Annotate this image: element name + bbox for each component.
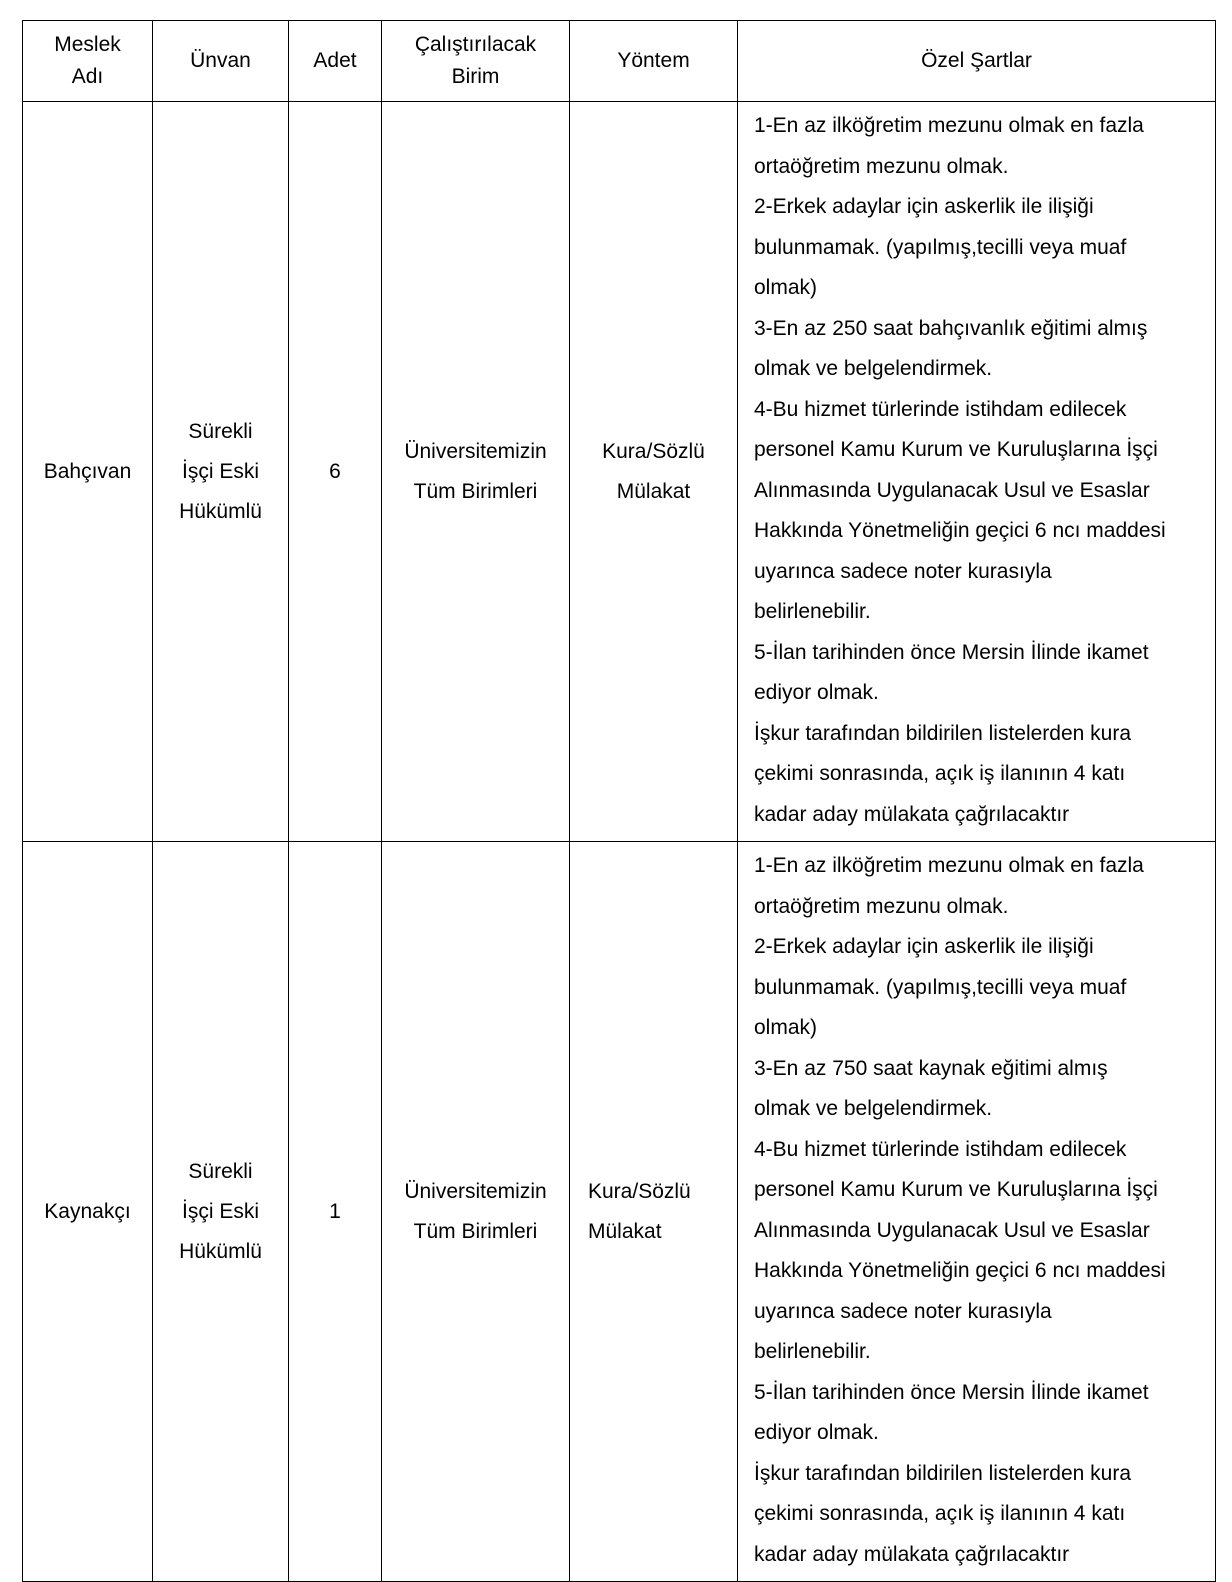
condition-line: 3-En az 250 saat bahçıvanlık eğitimi almış [754, 316, 1148, 340]
condition-line: ediyor olmak. [754, 681, 879, 704]
table-row [23, 842, 1216, 1582]
condition-line: Hakkında Yönetmeliğin geçici 6 ncı maddesi [754, 519, 1166, 542]
birim-line: Üniversitemizin [404, 439, 547, 463]
header-meslek-line: Meslek [54, 33, 121, 56]
header-adet: Adet [289, 21, 382, 102]
condition-line: 2-Erkek adaylar için askerlik ile ilişiği [754, 195, 1094, 218]
condition-line: çekimi sonrasında, açık iş ilanının 4 katı [754, 1502, 1126, 1525]
birim-line: Üniversitemizin [404, 1179, 547, 1203]
condition-line: belirlenebilir. [754, 600, 871, 623]
condition-line: kadar aday mülakata çağrılacaktır [754, 1542, 1070, 1566]
unvan-line: İşçi Eski [181, 459, 259, 483]
cell-adet: 6 [289, 102, 382, 842]
condition-line: kadar aday mülakata çağrılacaktır [754, 802, 1070, 826]
condition-line: ediyor olmak. [754, 1421, 879, 1444]
unvan-line: Sürekli [188, 419, 253, 443]
condition-line: bulunmamak. (yapılmış,tecilli veya muaf [754, 235, 1127, 259]
header-birim-line: Çalıştırılacak [414, 33, 537, 56]
condition-line: olmak) [754, 276, 818, 299]
cell-adet: 1 [289, 842, 382, 1582]
cell-ozel-sartlar [738, 102, 1216, 842]
unvan-line: İşçi Eski [181, 1199, 259, 1223]
unvan-line: Sürekli [188, 1159, 253, 1183]
yontem-line: Mülakat [588, 1219, 662, 1243]
condition-line: personel Kamu Kurum ve Kuruluşlarına İşçi [754, 438, 1158, 461]
cell-unvan [153, 102, 289, 842]
job-listing-table [22, 20, 1216, 1582]
condition-line: 2-Erkek adaylar için askerlik ile ilişiği [754, 935, 1094, 958]
condition-line: Alınmasında Uygulanacak Usul ve Esaslar [754, 1218, 1150, 1242]
table-header-row [23, 21, 1216, 102]
condition-line: 5-İlan tarihinden önce Mersin İlinde ikamet [754, 1380, 1149, 1404]
header-meslek-line: Adı [71, 65, 104, 88]
yontem-line: Mülakat [616, 479, 691, 503]
condition-line: personel Kamu Kurum ve Kuruluşlarına İşçi [754, 1178, 1158, 1201]
cell-birim [382, 842, 570, 1582]
condition-line: ortaöğretim mezunu olmak. [754, 894, 1009, 918]
condition-line: Hakkında Yönetmeliğin geçici 6 ncı maddesi [754, 1259, 1166, 1282]
condition-line: olmak) [754, 1016, 818, 1039]
table-row [23, 102, 1216, 842]
cell-birim [382, 102, 570, 842]
condition-line: bulunmamak. (yapılmış,tecilli veya muaf [754, 975, 1127, 999]
cell-yontem [570, 842, 738, 1582]
condition-line: ortaöğretim mezunu olmak. [754, 154, 1009, 178]
header-unvan: Ünvan [153, 21, 289, 102]
condition-line: çekimi sonrasında, açık iş ilanının 4 katı [754, 762, 1126, 785]
condition-line: 1-En az ilköğretim mezunu olmak en fazla [754, 854, 1144, 877]
unvan-line: Hükümlü [179, 499, 262, 523]
condition-line: 5-İlan tarihinden önce Mersin İlinde ikamet [754, 640, 1149, 664]
cell-unvan [153, 842, 289, 1582]
header-calistirilacak-birim [382, 21, 570, 102]
birim-line: Tüm Birimleri [413, 1219, 538, 1243]
condition-line: uyarınca sadece noter kurasıyla [754, 1299, 1052, 1323]
condition-line: Alınmasında Uygulanacak Usul ve Esaslar [754, 478, 1150, 502]
yontem-line: Kura/Sözlü [602, 439, 705, 463]
cell-yontem [570, 102, 738, 842]
condition-line: olmak ve belgelendirmek. [754, 357, 993, 380]
cell-meslek: Bahçıvan [23, 102, 153, 842]
header-ozel-sartlar: Özel Şartlar [738, 21, 1216, 102]
header-meslek-adi [23, 21, 153, 102]
condition-line: olmak ve belgelendirmek. [754, 1097, 993, 1120]
condition-line: 4-Bu hizmet türlerinde istihdam edilecek [754, 397, 1127, 421]
birim-line: Tüm Birimleri [413, 479, 538, 503]
condition-line: 4-Bu hizmet türlerinde istihdam edilecek [754, 1137, 1127, 1161]
condition-line: 1-En az ilköğretim mezunu olmak en fazla [754, 114, 1144, 137]
yontem-line: Kura/Sözlü [588, 1179, 691, 1203]
unvan-line: Hükümlü [179, 1239, 262, 1263]
cell-ozel-sartlar [738, 842, 1216, 1582]
condition-line: İşkur tarafından bildirilen listelerden kura [754, 1461, 1132, 1485]
condition-line: uyarınca sadece noter kurasıyla [754, 559, 1052, 583]
header-birim-line: Birim [451, 65, 500, 88]
cell-meslek: Kaynakçı [23, 842, 153, 1582]
condition-line: 3-En az 750 saat kaynak eğitimi almış [754, 1056, 1108, 1080]
condition-line: İşkur tarafından bildirilen listelerden kura [754, 721, 1132, 745]
header-yontem: Yöntem [570, 21, 738, 102]
condition-line: belirlenebilir. [754, 1340, 871, 1363]
